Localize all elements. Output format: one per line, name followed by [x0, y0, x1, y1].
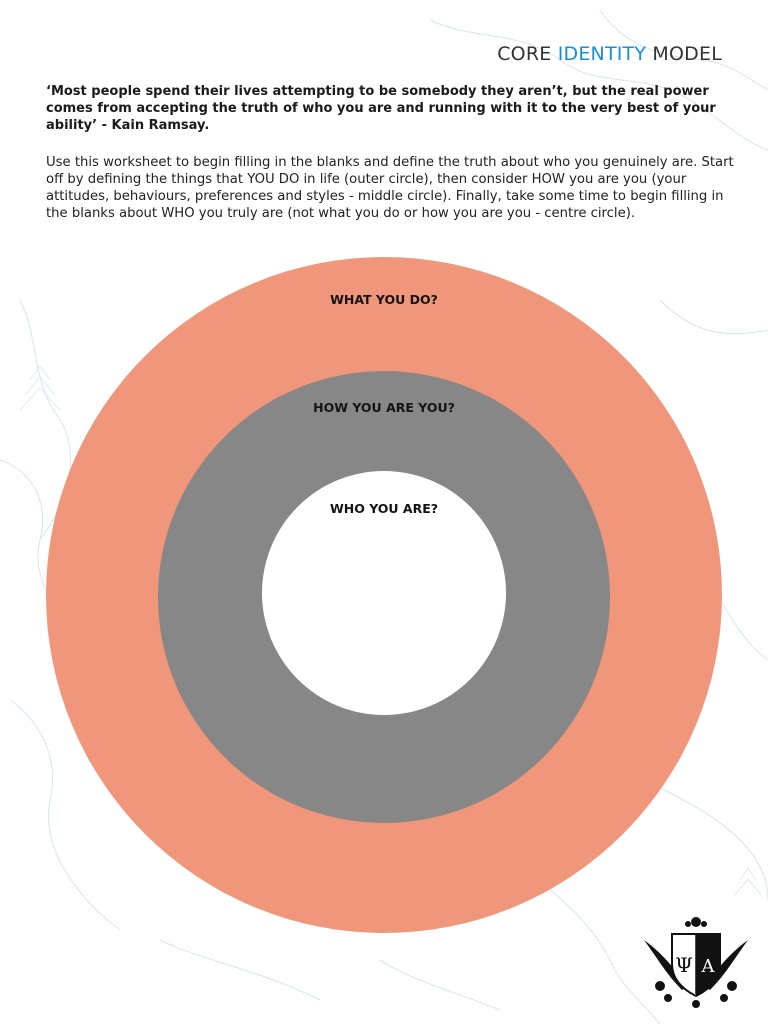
outer-ring-label: WHAT YOU DO?	[330, 292, 438, 307]
crest-right-glyph: A	[701, 956, 715, 977]
title-suffix: MODEL	[652, 43, 722, 65]
title-accent: IDENTITY	[557, 43, 647, 65]
inner-circle-label: WHO YOU ARE?	[329, 501, 439, 516]
title-prefix: CORE	[497, 43, 552, 65]
instructions-text: Use this worksheet to begin filling in the blanks and define the truth about who you genuinely are. Start off by defining the things that YOU DO in life (outer circle), then consider HOW you are you (your attitudes, behaviours, preferences and styles - middle circle). Finally, take some time to begin filling in the blanks about WHO you truly are (not what you do or how you are you - centre circle).	[46, 155, 734, 221]
quote-text: ‘Most people spend their lives attempting to be somebody they aren’t, but the real power comes from accepting the truth of who you are and running with it to the very best of your ability’ - Kain Ramsay.	[46, 84, 716, 133]
middle-ring-label: HOW YOU ARE YOU?	[313, 400, 455, 415]
crest-left-glyph: Ψ	[675, 953, 693, 977]
crest-logo	[640, 912, 752, 1012]
